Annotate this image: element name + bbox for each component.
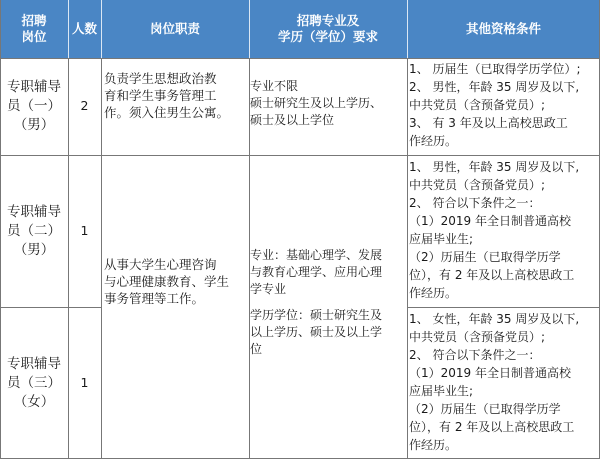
row3-count: 1 (80, 374, 89, 390)
row1-other: 1、 历届生（已取得学历学位）; 2、 男性，年龄 35 周岁及以下, 中共党员（含预备党员）; 3、 有 3 年及以上高校思政工 作经历。 (409, 62, 581, 148)
row1-count: 2 (80, 98, 89, 114)
merged-major-degree: 学历学位：硕士研究生及 以上学历、硕士及以上学 位 (250, 308, 383, 356)
row2-position: 专职辅导 员（二） （男） (7, 203, 61, 258)
grid-line (101, 58, 102, 459)
header-divider (249, 0, 250, 58)
header-count: 人数 (68, 0, 101, 58)
header-duty: 岗位职责 (101, 0, 249, 58)
row1-major: 专业不限 硕士研究生及以上学历、 硕士及以上学位 (250, 79, 383, 127)
header-other: 其他资格条件 (407, 0, 600, 58)
row3-other: 1、 女性，年龄 35 周岁及以下, 中共党员（含预备党员）; 2、 符合以下条件之一： （1）2019 年全日制普通高校 应届毕业生; （2）历届生（已取得学历学 位），有 2 年及以上高校思政工 作经历。 (409, 312, 580, 452)
grid-line (0, 155, 600, 156)
grid-line (407, 307, 600, 308)
grid-line (407, 58, 408, 459)
merged-major-field: 专业：基础心理学、发展 与教育心理学、应用心理 学专业 (250, 248, 383, 296)
row1-position: 专职辅导 员（一） （男） (7, 79, 61, 133)
row2-count: 1 (80, 222, 89, 238)
header-divider (407, 0, 408, 58)
header-major: 招聘专业及 学历（学位）要求 (249, 0, 407, 58)
header-divider (68, 0, 69, 58)
row3-position: 专职辅导 员（三） （女） (7, 355, 61, 410)
grid-line (0, 307, 101, 308)
row2-other: 1、 男性，年龄 35 周岁及以下, 中共党员（含预备党员）; 2、 符合以下条件之一： （1）2019 年全日制普通高校 应届毕业生; （2）历届生（已取得学历学 位），有 2 年及以上高校思政工 作经历。 (409, 160, 580, 300)
merged-duty: 从事大学生心理咨询 与心理健康教育、学生 事务管理等工作。 (104, 257, 230, 306)
grid-line (0, 58, 600, 59)
header-position: 招聘 岗位 (0, 0, 68, 58)
grid-line (68, 58, 69, 459)
grid-line (249, 58, 250, 459)
grid-line (0, 0, 1, 459)
header-divider (101, 0, 102, 58)
row1-duty: 负责学生思想政治教 育和学生事务管理工 作。须入住男生公寓。 (104, 71, 230, 120)
